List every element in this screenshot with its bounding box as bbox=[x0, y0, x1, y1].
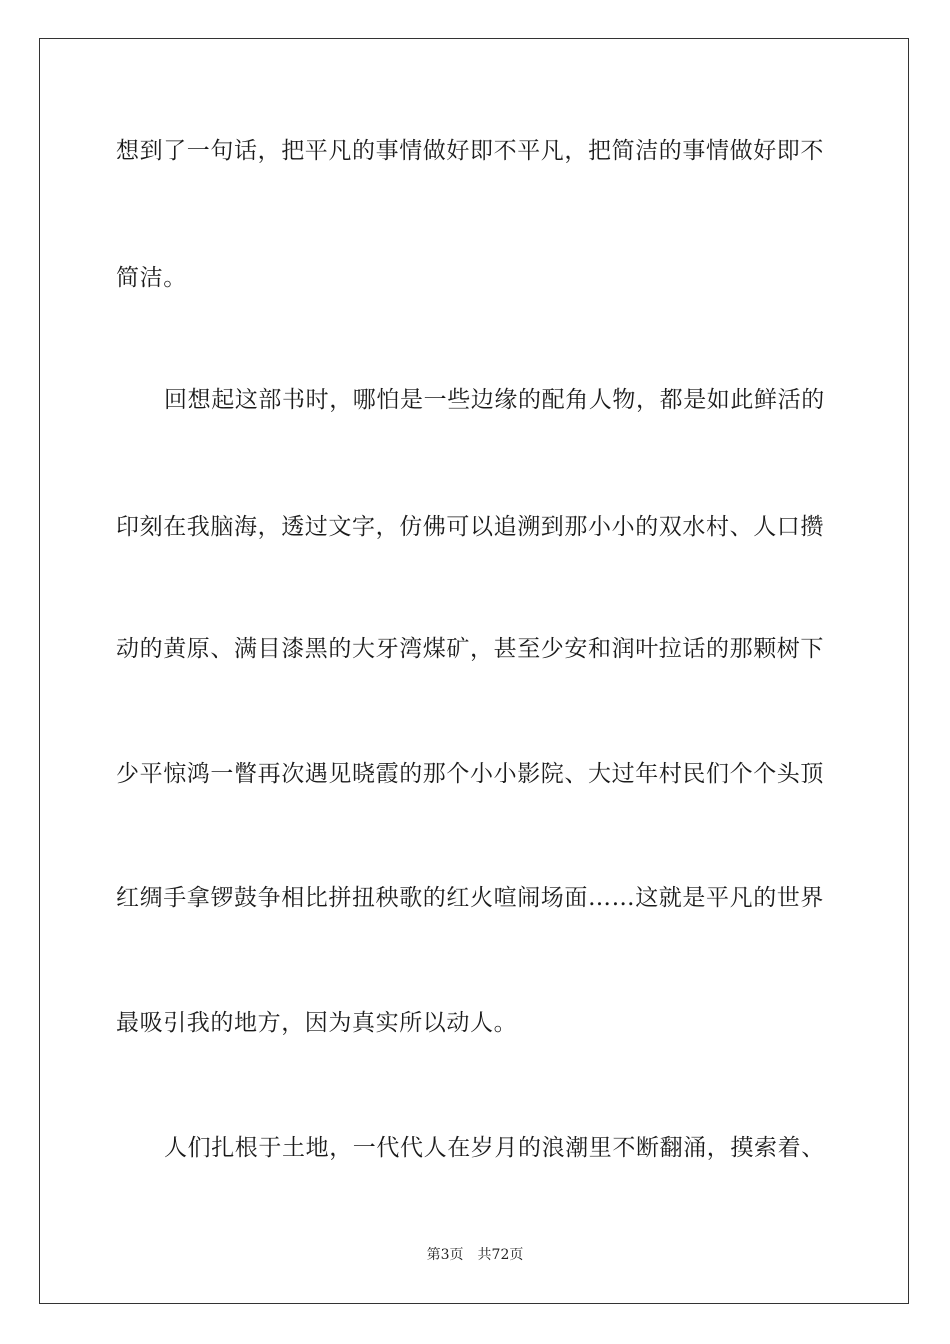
text-line-1: 想到了一句话，把平凡的事情做好即不平凡，把简洁的事情做好即不 bbox=[116, 138, 824, 164]
text-line-4: 印刻在我脑海，透过文字，仿佛可以追溯到那小小的双水村、人口攒 bbox=[116, 514, 824, 540]
text-line-9: 人们扎根于土地，一代代人在岁月的浪潮里不断翻涌，摸索着、 bbox=[164, 1135, 825, 1161]
page-total: 共72页 bbox=[477, 1247, 524, 1263]
text-line-2: 简洁。 bbox=[116, 265, 187, 291]
text-line-7: 红绸手拿锣鼓争相比拼扭秧歌的红火喧闹场面……这就是平凡的世界 bbox=[116, 885, 824, 911]
text-line-8: 最吸引我的地方，因为真实所以动人。 bbox=[116, 1010, 518, 1036]
page-number: 第3页 bbox=[426, 1247, 464, 1263]
page-footer bbox=[0, 1246, 950, 1264]
text-line-6: 少平惊鸿一瞥再次遇见晓霞的那个小小影院、大过年村民们个个头顶 bbox=[116, 761, 824, 787]
text-line-5: 动的黄原、满目漆黑的大牙湾煤矿，甚至少安和润叶拉话的那颗树下 bbox=[116, 636, 824, 662]
page-frame bbox=[39, 38, 909, 1304]
text-line-3: 回想起这部书时，哪怕是一些边缘的配角人物，都是如此鲜活的 bbox=[164, 387, 825, 413]
